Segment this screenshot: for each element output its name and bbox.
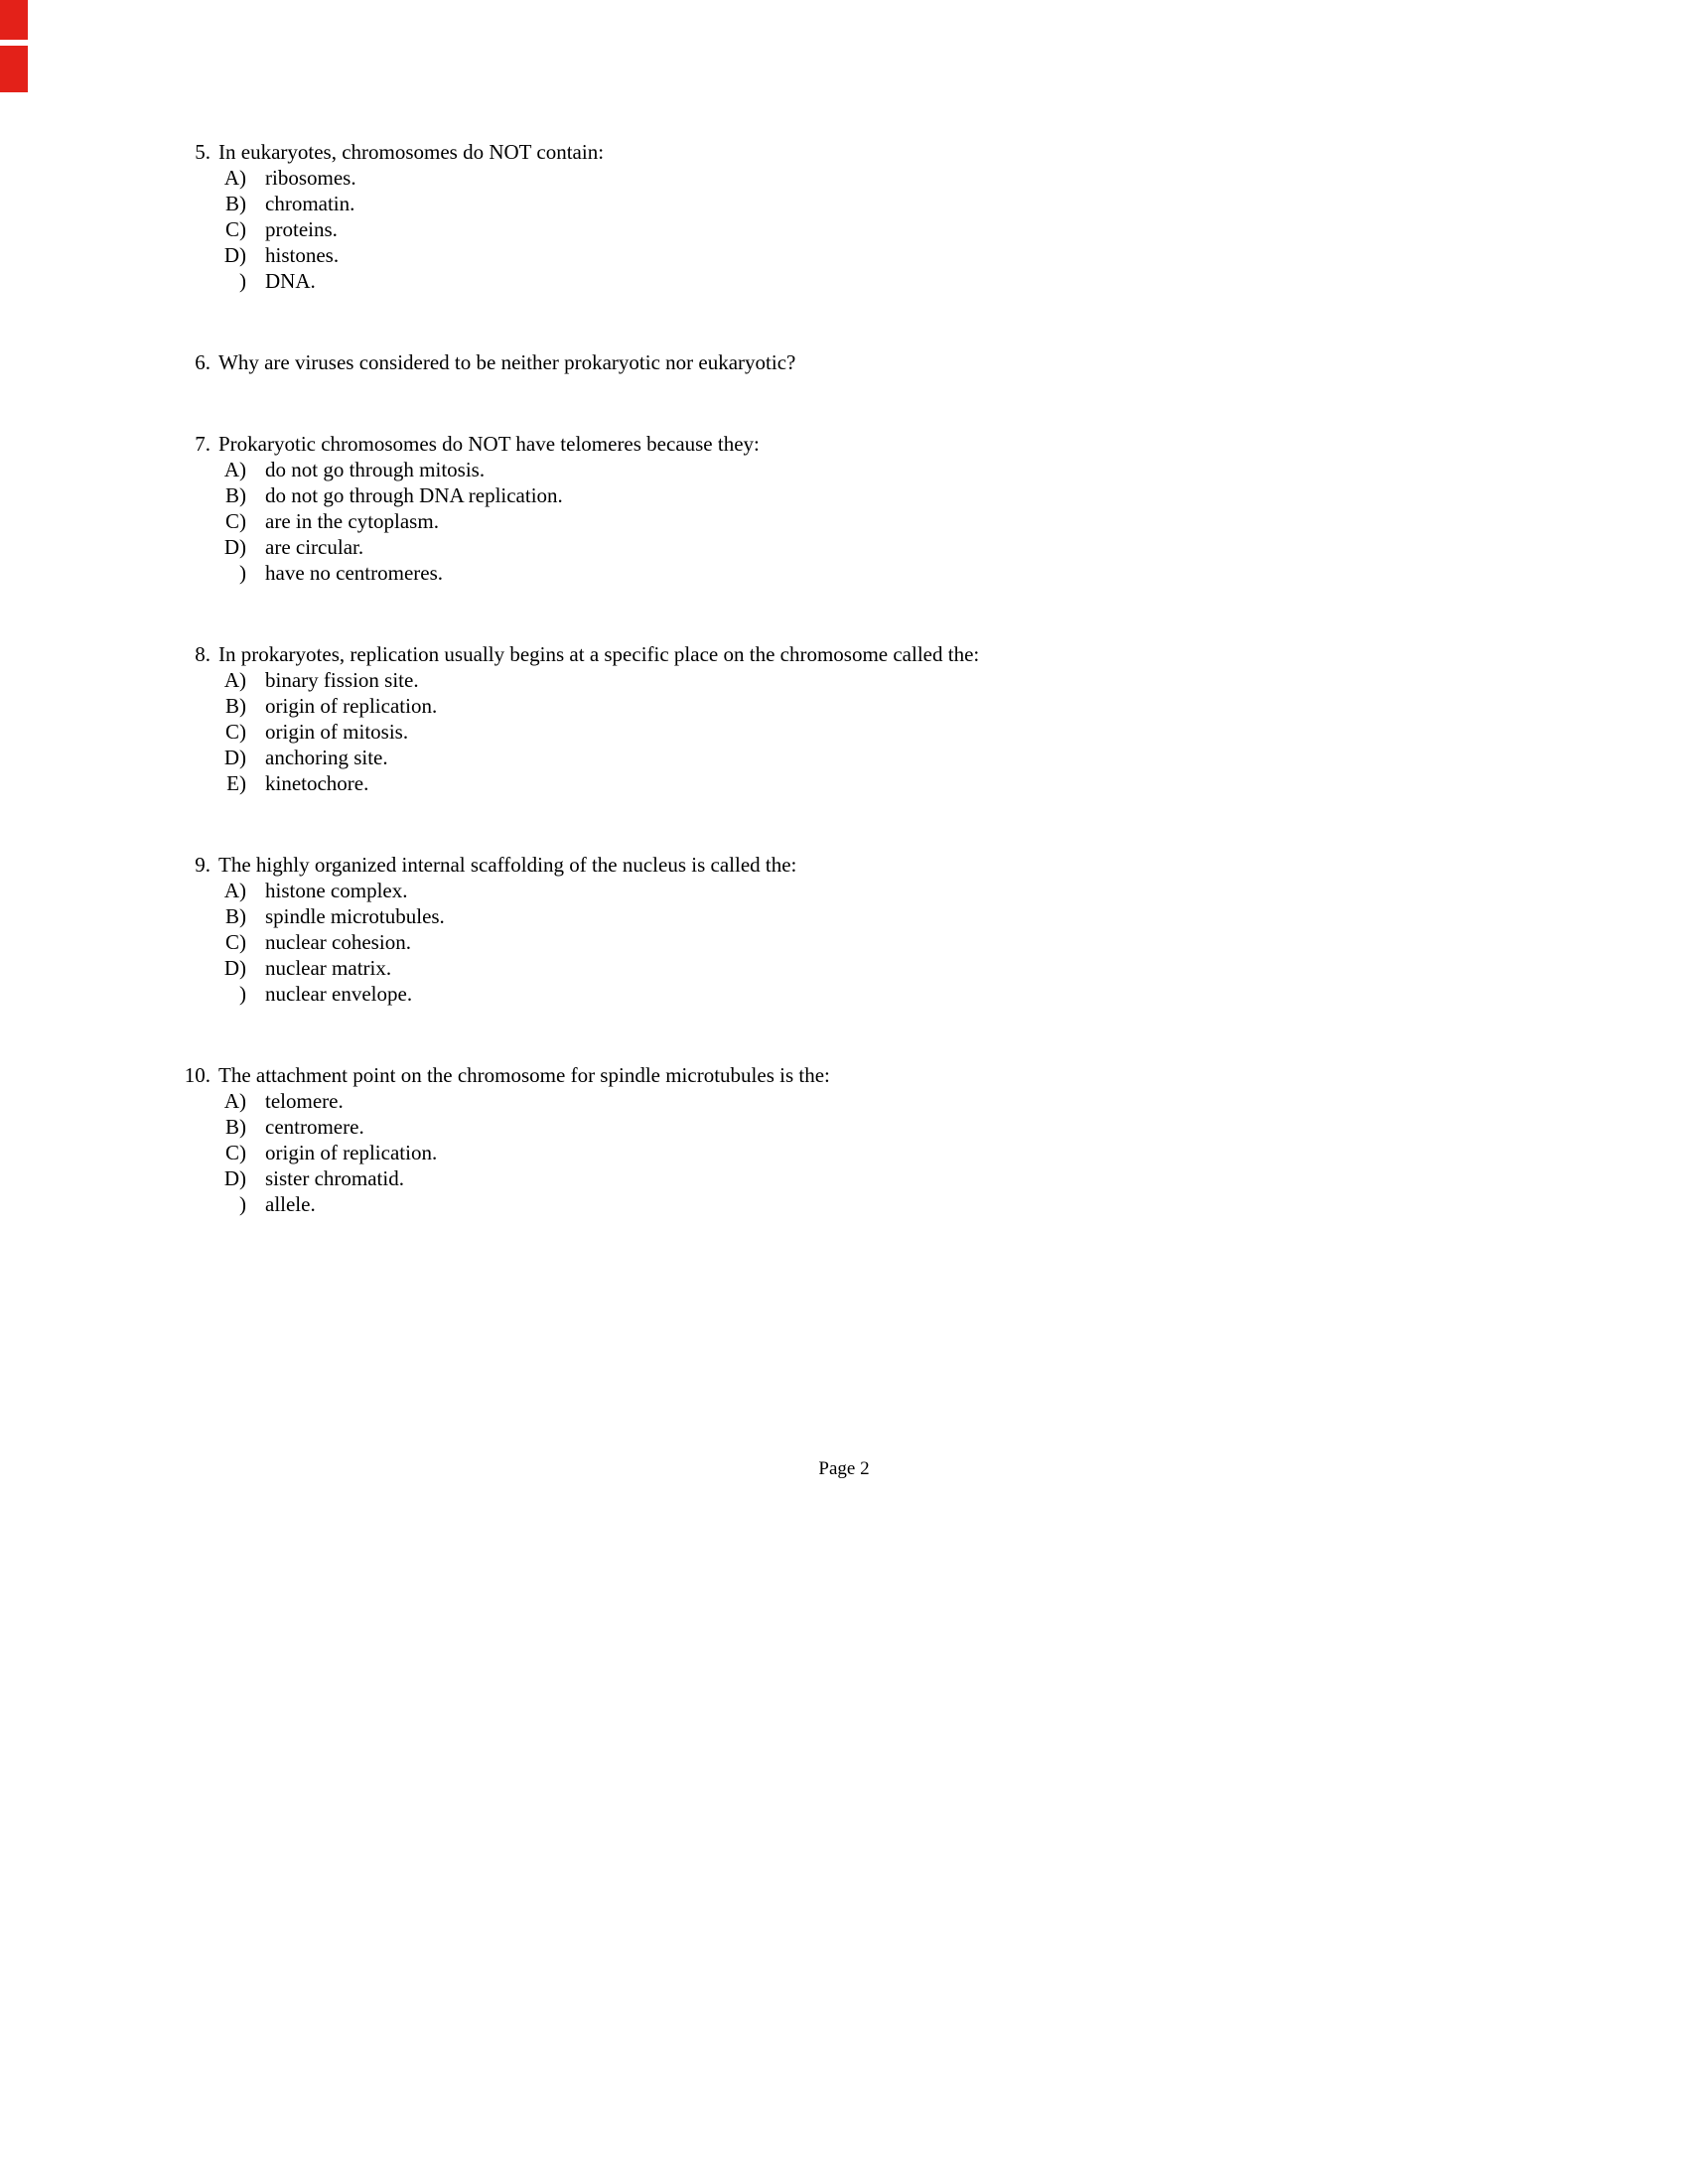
option-letter: D) <box>223 243 246 267</box>
option-letter: D) <box>223 535 246 559</box>
option-letter: C) <box>225 509 246 533</box>
quiz-question-list <box>177 139 1569 1273</box>
option-letter: D) <box>223 1166 246 1190</box>
question <box>177 641 1569 796</box>
option-text: histone complex. <box>265 879 408 902</box>
option-text: telomere. <box>265 1089 344 1113</box>
question-number: 8. <box>195 642 211 666</box>
option-text: nuclear envelope. <box>265 982 413 1006</box>
option-text: origin of replication. <box>265 1141 438 1164</box>
option-letter: C) <box>225 217 246 241</box>
answer-option <box>220 981 1569 1007</box>
answer-option <box>220 1140 1569 1165</box>
option-letter: ) <box>239 982 246 1006</box>
option-letter: C) <box>225 930 246 954</box>
answer-option <box>220 242 1569 268</box>
option-text: sister chromatid. <box>265 1166 404 1190</box>
question-text: In eukaryotes, chromosomes do NOT contain: <box>218 140 605 164</box>
option-text: do not go through DNA replication. <box>265 483 563 507</box>
answer-option <box>220 268 1569 294</box>
option-letter: B) <box>225 1115 246 1139</box>
option-text: are circular. <box>265 535 364 559</box>
question <box>177 1062 1569 1217</box>
option-letter: A) <box>223 879 246 902</box>
options-list <box>177 1088 1569 1217</box>
question <box>177 852 1569 1007</box>
option-text: kinetochore. <box>265 771 369 795</box>
option-letter: E) <box>226 771 246 795</box>
question-stem <box>177 349 1569 375</box>
option-letter: B) <box>225 192 246 215</box>
option-text: binary fission site. <box>265 668 419 692</box>
answer-option <box>220 191 1569 216</box>
question-number: 9. <box>195 853 211 877</box>
scan-edge-artifact <box>0 0 28 40</box>
options-list <box>177 457 1569 586</box>
option-text: nuclear cohesion. <box>265 930 411 954</box>
answer-option <box>220 745 1569 770</box>
answer-option <box>220 719 1569 745</box>
option-letter: B) <box>225 694 246 718</box>
option-letter: C) <box>225 1141 246 1164</box>
question-stem <box>177 431 1569 457</box>
question-stem <box>177 1062 1569 1088</box>
option-letter: D) <box>223 956 246 980</box>
question-text: In prokaryotes, replication usually begins at a specific place on the chromosome called the: <box>218 642 980 666</box>
option-letter: ) <box>239 561 246 585</box>
question <box>177 431 1569 586</box>
option-letter: B) <box>225 483 246 507</box>
option-letter: ) <box>239 1192 246 1216</box>
answer-option <box>220 560 1569 586</box>
option-text: ribosomes. <box>265 166 356 190</box>
answer-option <box>220 878 1569 903</box>
option-letter: A) <box>223 166 246 190</box>
option-text: do not go through mitosis. <box>265 458 486 481</box>
question-number: 10. <box>184 1063 211 1087</box>
question-stem <box>177 852 1569 878</box>
option-text: proteins. <box>265 217 338 241</box>
option-text: chromatin. <box>265 192 355 215</box>
answer-option <box>220 1114 1569 1140</box>
scan-edge-artifact <box>0 46 28 92</box>
answer-option <box>220 508 1569 534</box>
option-letter: C) <box>225 720 246 744</box>
option-text: are in the cytoplasm. <box>265 509 439 533</box>
options-list <box>177 165 1569 294</box>
option-letter: A) <box>223 668 246 692</box>
option-text: DNA. <box>265 269 316 293</box>
options-list <box>177 878 1569 1007</box>
option-text: origin of replication. <box>265 694 438 718</box>
answer-option <box>220 457 1569 482</box>
option-text: nuclear matrix. <box>265 956 392 980</box>
answer-option <box>220 693 1569 719</box>
answer-option <box>220 955 1569 981</box>
answer-option <box>220 1191 1569 1217</box>
question-text: The attachment point on the chromosome for spindle microtubules is the: <box>218 1063 830 1087</box>
question-number: 5. <box>195 140 211 164</box>
option-letter: B) <box>225 904 246 928</box>
answer-option <box>220 770 1569 796</box>
option-text: anchoring site. <box>265 746 388 769</box>
answer-option <box>220 165 1569 191</box>
option-text: spindle microtubules. <box>265 904 445 928</box>
option-text: allele. <box>265 1192 316 1216</box>
option-text: centromere. <box>265 1115 364 1139</box>
answer-option <box>220 1165 1569 1191</box>
question-stem <box>177 641 1569 667</box>
question-stem <box>177 139 1569 165</box>
question-number: 7. <box>195 432 211 456</box>
answer-option <box>220 667 1569 693</box>
option-text: histones. <box>265 243 340 267</box>
question <box>177 139 1569 294</box>
page-footer: Page 2 <box>818 1458 870 1479</box>
option-letter: D) <box>223 746 246 769</box>
answer-option <box>220 929 1569 955</box>
answer-option <box>220 482 1569 508</box>
question-text: The highly organized internal scaffolding of the nucleus is called the: <box>218 853 797 877</box>
option-letter: A) <box>223 1089 246 1113</box>
option-text: have no centromeres. <box>265 561 444 585</box>
question <box>177 349 1569 375</box>
option-text: origin of mitosis. <box>265 720 409 744</box>
question-text: Prokaryotic chromosomes do NOT have telomeres because they: <box>218 432 760 456</box>
answer-option <box>220 216 1569 242</box>
answer-option <box>220 1088 1569 1114</box>
options-list <box>177 667 1569 796</box>
answer-option <box>220 903 1569 929</box>
answer-option <box>220 534 1569 560</box>
option-letter: A) <box>223 458 246 481</box>
question-text: Why are viruses considered to be neither prokaryotic nor eukaryotic? <box>218 350 796 374</box>
option-letter: ) <box>239 269 246 293</box>
question-number: 6. <box>195 350 211 374</box>
